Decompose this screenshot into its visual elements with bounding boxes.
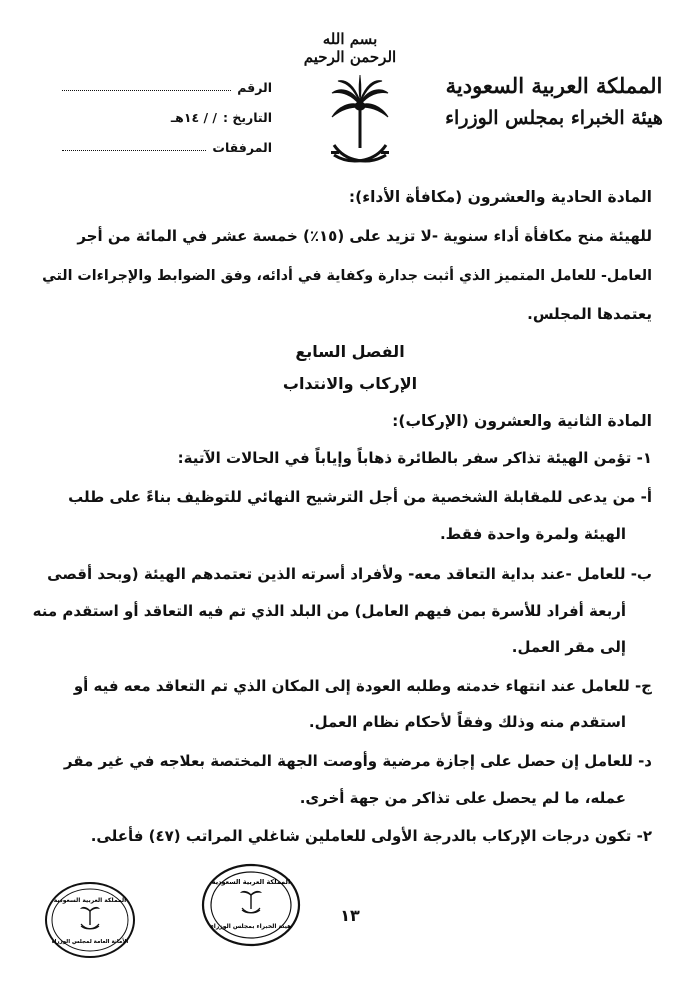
article22-b-line1: ب- للعامل -عند بداية التعاقد معه- ولأفراد أسرته الذين تعتمدهم الهيئة (وبحد أقصى bbox=[47, 565, 652, 583]
left-seal-bottom-text: الأمانة العامة لمجلس الوزراء bbox=[51, 939, 129, 945]
ref-number-field bbox=[62, 80, 272, 95]
article22-item1: ١- تؤمن الهيئة تذاكر سفر بالطائرة ذهاباً وإياباً في الحالات الآتية: bbox=[177, 449, 652, 467]
left-seal-stamp-icon bbox=[44, 880, 136, 960]
attachments-field bbox=[62, 140, 272, 155]
right-seal-top-text: المملكة العربية السعودية bbox=[211, 878, 291, 886]
date-value: / / ١٤هـ bbox=[170, 110, 217, 125]
article22-c-line2: استقدم منه وذلك وفقاً لأحكام نظام العمل. bbox=[308, 713, 626, 731]
left-seal-top-text: المملكة العربية السعودية bbox=[53, 897, 127, 904]
attachments-blank bbox=[62, 149, 206, 151]
kingdom-name: المملكة العربية السعودية bbox=[445, 73, 663, 98]
article22-a-line1: أ- من يدعى للمقابلة الشخصية من أجل الترشيح النهائي للتوظيف بناءً على طلب bbox=[68, 488, 652, 506]
date-field bbox=[62, 110, 272, 125]
article22-d-line1: د- للعامل إن حصل على إجازة مرضية وأوصت الجهة المختصة بعلاجه في غير مقر bbox=[63, 752, 652, 770]
article22-a-line2: الهيئة ولمرة واحدة فقط. bbox=[439, 525, 626, 543]
article22-heading: المادة الثانية والعشرون (الإركاب): bbox=[392, 412, 652, 430]
government-letterhead bbox=[434, 70, 674, 134]
ref-number-label: الرقم bbox=[237, 80, 272, 95]
page-number: ١٣ bbox=[340, 906, 360, 925]
basmala: بسم الله الرحمن الرحيم bbox=[303, 30, 397, 66]
chapter-title: الفصل السابع bbox=[295, 342, 405, 361]
ref-number-blank bbox=[62, 89, 231, 91]
article22-b-line2: أربعة أفراد للأسرة بمن فيهم العامل) من البلد الذي تم فيه التعاقد أو استقدم منه bbox=[32, 602, 626, 620]
right-seal-stamp-icon bbox=[200, 862, 302, 948]
article21-line2: العامل- للعامل المتميز الذي أثبت جدارة وكفاية في أدائه، وفق الضوابط والإجراءات التي bbox=[42, 268, 652, 284]
article21-heading: المادة الحادية والعشرون (مكافأة الأداء): bbox=[348, 188, 652, 206]
date-label: التاريخ : bbox=[222, 110, 272, 125]
article22-b-line3: إلى مقر العمل. bbox=[511, 638, 626, 656]
article22-d-line2: عمله، ما لم يحصل على تذاكر من جهة أخرى. bbox=[299, 789, 626, 807]
article21-line3: يعتمدها المجلس. bbox=[527, 305, 652, 323]
chapter-subtitle: الإركاب والانتداب bbox=[282, 374, 418, 393]
attachments-label: المرفقات bbox=[212, 140, 272, 155]
article21-line1: للهيئة منح مكافأة أداء سنوية -لا تزيد على (١٥٪) خمسة عشر في المائة من أجر bbox=[77, 227, 652, 245]
right-seal-bottom-text: هيئة الخبراء بمجلس الوزراء bbox=[210, 923, 292, 930]
authority-name: هيئة الخبراء بمجلس الوزراء bbox=[445, 107, 663, 129]
article22-item2: ٢- تكون درجات الإركاب بالدرجة الأولى للعاملين شاغلي المراتب (٤٧) فأعلى. bbox=[90, 827, 652, 845]
palm-swords-emblem-icon bbox=[330, 75, 390, 173]
article22-c-line1: ج- للعامل عند انتهاء خدمته وطلبه العودة إلى المكان الذي تم التعاقد معه فيه أو bbox=[73, 677, 652, 695]
